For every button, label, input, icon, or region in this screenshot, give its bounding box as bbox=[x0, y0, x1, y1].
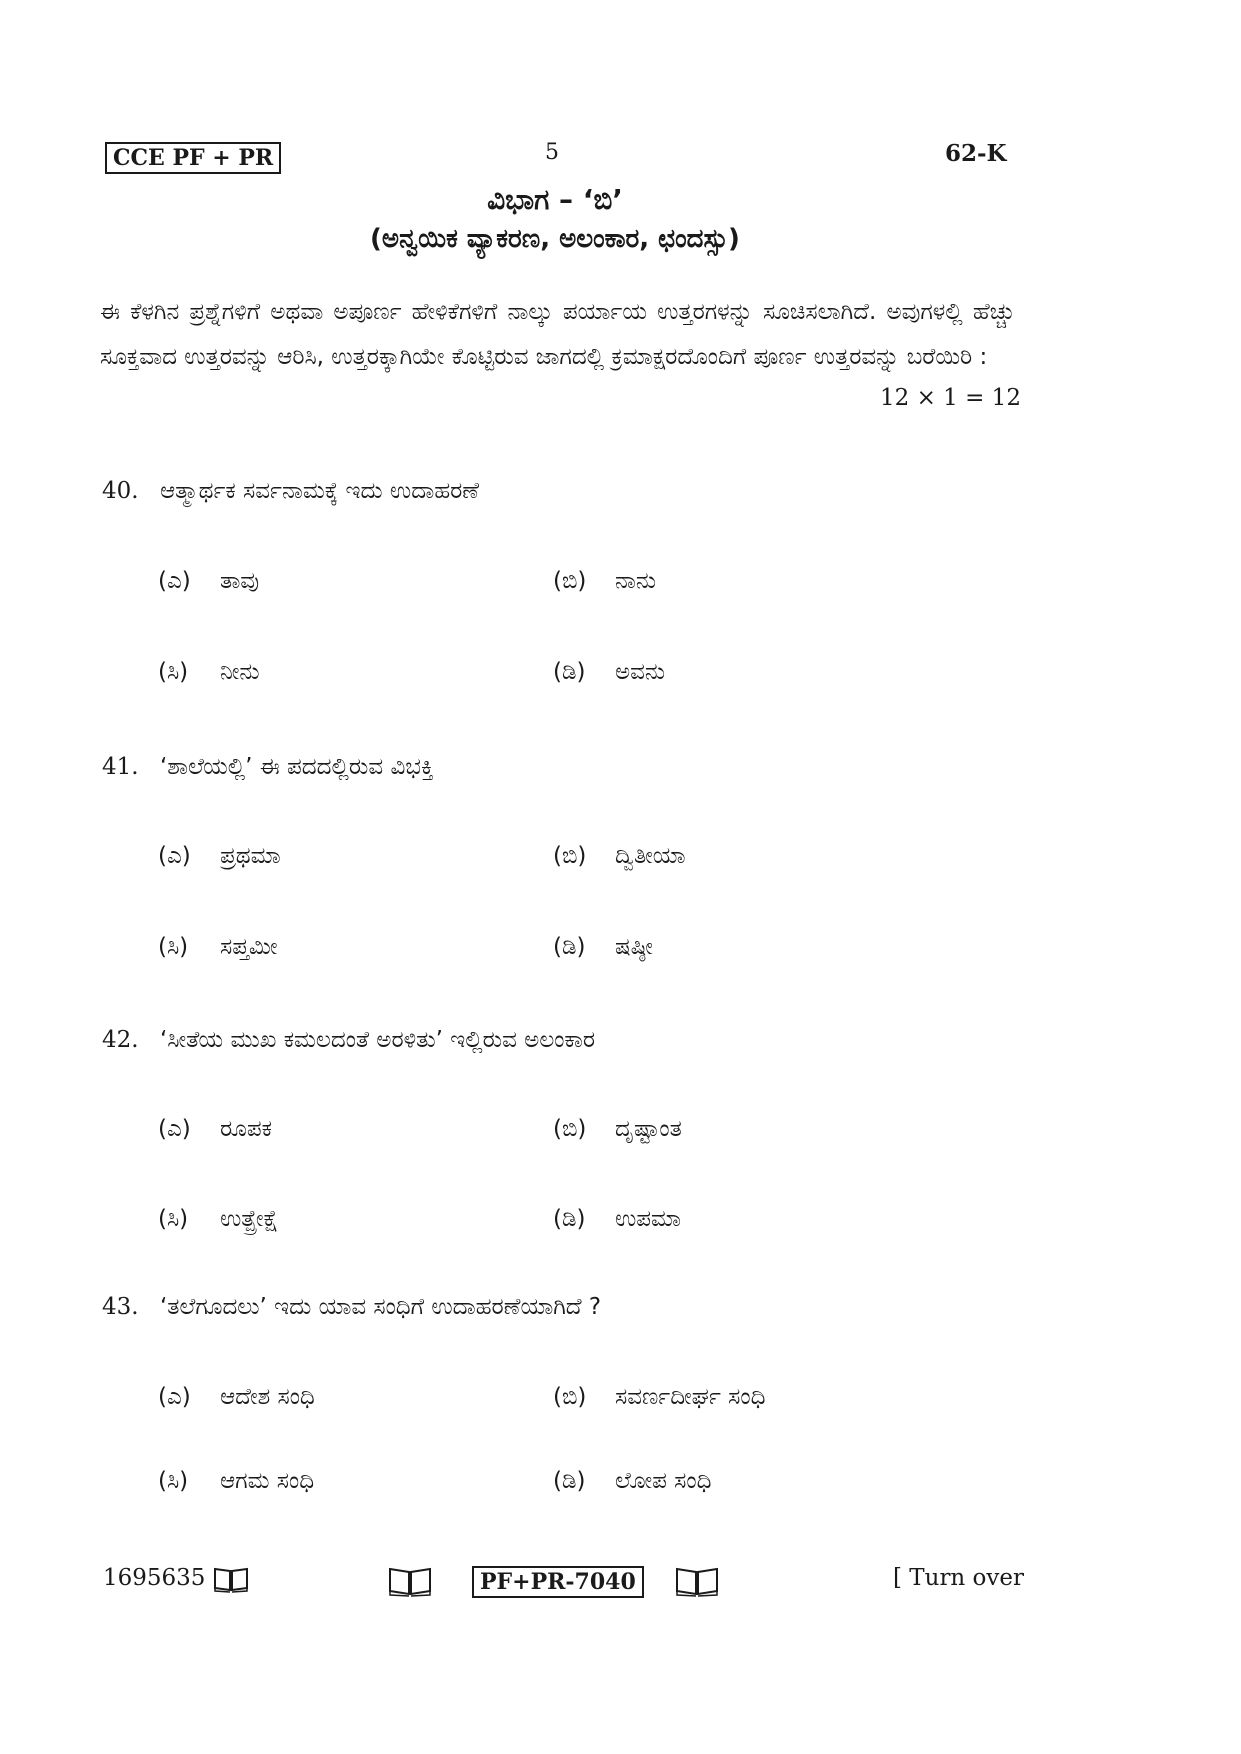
option-a bbox=[158, 1116, 272, 1142]
question-text: ಆತ್ಮಾರ್ಥಕ ಸರ್ವನಾಮಕ್ಕೆ ಇದು ಉದಾಹರಣೆ bbox=[160, 478, 480, 504]
option-b bbox=[553, 1116, 682, 1142]
option-text: ದ್ವಿತೀಯಾ bbox=[615, 843, 686, 869]
option-label: (ಬಿ) bbox=[553, 1116, 587, 1142]
question-42 bbox=[102, 1027, 595, 1053]
question-text: ‘ಶಾಲೆಯಲ್ಲಿ’ ಈ ಪದದಲ್ಲಿರುವ ವಿಭಕ್ತಿ bbox=[160, 754, 434, 780]
option-c bbox=[158, 1206, 278, 1232]
option-label: (ಎ) bbox=[158, 843, 191, 869]
option-label: (ಡಿ) bbox=[553, 1468, 586, 1494]
option-label: (ಸಿ) bbox=[158, 1468, 189, 1494]
open-book-icon bbox=[388, 1565, 432, 1597]
question-number: 43. bbox=[102, 1294, 139, 1320]
option-text: ನೀನು bbox=[220, 659, 260, 685]
option-text: ಪ್ರಥಮಾ bbox=[220, 843, 281, 869]
footer-book-right bbox=[675, 1565, 719, 1597]
option-text: ದೃಷ್ಟಾಂತ bbox=[615, 1116, 682, 1142]
option-b bbox=[553, 1384, 765, 1410]
question-43 bbox=[102, 1294, 601, 1320]
question-number: 42. bbox=[102, 1027, 139, 1053]
option-label: (ಡಿ) bbox=[553, 1206, 586, 1232]
open-book-icon bbox=[213, 1565, 249, 1593]
option-text: ರೂಪಕ bbox=[220, 1116, 272, 1142]
option-text: ಉಪಮಾ bbox=[615, 1206, 682, 1232]
option-label: (ಎ) bbox=[158, 1116, 191, 1142]
option-b bbox=[553, 843, 686, 869]
question-number: 40. bbox=[102, 478, 139, 504]
paper-code: 62-K bbox=[945, 140, 1007, 167]
question-text: ‘ತಲೆಗೂದಲು’ ಇದು ಯಾವ ಸಂಧಿಗೆ ಉದಾಹರಣೆಯಾಗಿದೆ ? bbox=[160, 1294, 602, 1320]
option-a bbox=[158, 1384, 315, 1410]
option-a bbox=[158, 568, 259, 594]
instructions bbox=[100, 290, 1015, 380]
option-text: ಸವರ್ಣದೀರ್ಘ ಸಂಧಿ bbox=[615, 1384, 766, 1410]
question-text: ‘ಸೀತೆಯ ಮುಖ ಕಮಲದಂತೆ ಅರಳಿತು’ ಇಲ್ಲಿರುವ ಅಲಂಕಾರ bbox=[160, 1027, 596, 1053]
option-label: (ಬಿ) bbox=[553, 843, 587, 869]
option-label: (ಸಿ) bbox=[158, 1206, 189, 1232]
option-text: ಉತ್ಪ್ರೇಕ್ಷೆ bbox=[220, 1206, 279, 1232]
instructions-text: ಈ ಕೆಳಗಿನ ಪ್ರಶ್ನೆಗಳಿಗೆ ಅಥವಾ ಅಪೂರ್ಣ ಹೇಳಿಕೆಗಳಿಗೆ ನಾಲ್ಕು ಪರ್ಯಾಯ ಉತ್ತರಗಳನ್ನು ಸೂಚಿಸಲಾಗಿದೆ. ಅವುಗಳಲ್ಲಿ ಹೆಚ್ಚು ಸೂಕ್ತವಾದ ಉತ್ತರವನ್ನು ಆರಿಸಿ, ಉತ್ತರಕ್ಕಾಗಿಯೇ ಕೊಟ್ಟಿರುವ ಜಾಗದಲ್ಲಿ ಕ್ರಮಾಕ್ಷರದೊಂದಿಗೆ ಪೂರ್ಣ ಉತ್ತರವನ್ನು ಬರೆಯಿರಿ : bbox=[100, 299, 1015, 370]
option-label: (ಬಿ) bbox=[553, 1384, 587, 1410]
option-label: (ಡಿ) bbox=[553, 659, 586, 685]
option-label: (ಡಿ) bbox=[553, 934, 586, 960]
option-text: ಆದೇಶ ಸಂಧಿ bbox=[220, 1384, 315, 1410]
option-text: ಆಗಮ ಸಂಧಿ bbox=[220, 1468, 315, 1494]
option-text: ನಾನು bbox=[615, 568, 657, 594]
option-text: ಲೋಪ ಸಂಧಿ bbox=[615, 1468, 712, 1494]
option-d bbox=[553, 1206, 681, 1232]
option-c bbox=[158, 1468, 314, 1494]
marks-allocation: 12 × 1 = 12 bbox=[880, 385, 1021, 411]
open-book-icon bbox=[675, 1565, 719, 1597]
option-d bbox=[553, 1468, 711, 1494]
section-subtitle: (ಅನ್ವಯಿಕ ವ್ಯಾಕರಣ, ಅಲಂಕಾರ, ಛಂದಸ್ಸು) bbox=[370, 224, 740, 254]
option-label: (ಎ) bbox=[158, 568, 191, 594]
option-c bbox=[158, 934, 278, 960]
question-40 bbox=[102, 478, 479, 504]
option-d bbox=[553, 934, 653, 960]
option-c bbox=[158, 659, 260, 685]
option-label: (ಬಿ) bbox=[553, 568, 587, 594]
option-label: (ಸಿ) bbox=[158, 934, 189, 960]
option-text: ತಾವು bbox=[220, 568, 260, 594]
serial-number: 1695635 bbox=[103, 1565, 206, 1591]
page-number: 5 bbox=[545, 140, 559, 165]
turn-over-note: [ Turn over bbox=[893, 1565, 1025, 1591]
option-d bbox=[553, 659, 665, 685]
booklet-code-box: PF+PR-7040 bbox=[472, 1566, 644, 1598]
option-text: ಸಪ್ತಮೀ bbox=[220, 934, 278, 960]
option-text: ಅವನು bbox=[615, 659, 666, 685]
option-label: (ಸಿ) bbox=[158, 659, 189, 685]
option-a bbox=[158, 843, 281, 869]
question-number: 41. bbox=[102, 754, 139, 780]
section-title: ವಿಭಾಗ – ‘ಬಿ’ bbox=[487, 183, 623, 216]
option-label: (ಎ) bbox=[158, 1384, 191, 1410]
option-b bbox=[553, 568, 656, 594]
footer-book-left bbox=[388, 1565, 432, 1597]
exam-code-box: CCE PF + PR bbox=[105, 142, 281, 174]
option-text: ಷಷ್ಠೀ bbox=[615, 934, 653, 960]
footer-serial bbox=[103, 1565, 249, 1593]
question-41 bbox=[102, 754, 434, 780]
